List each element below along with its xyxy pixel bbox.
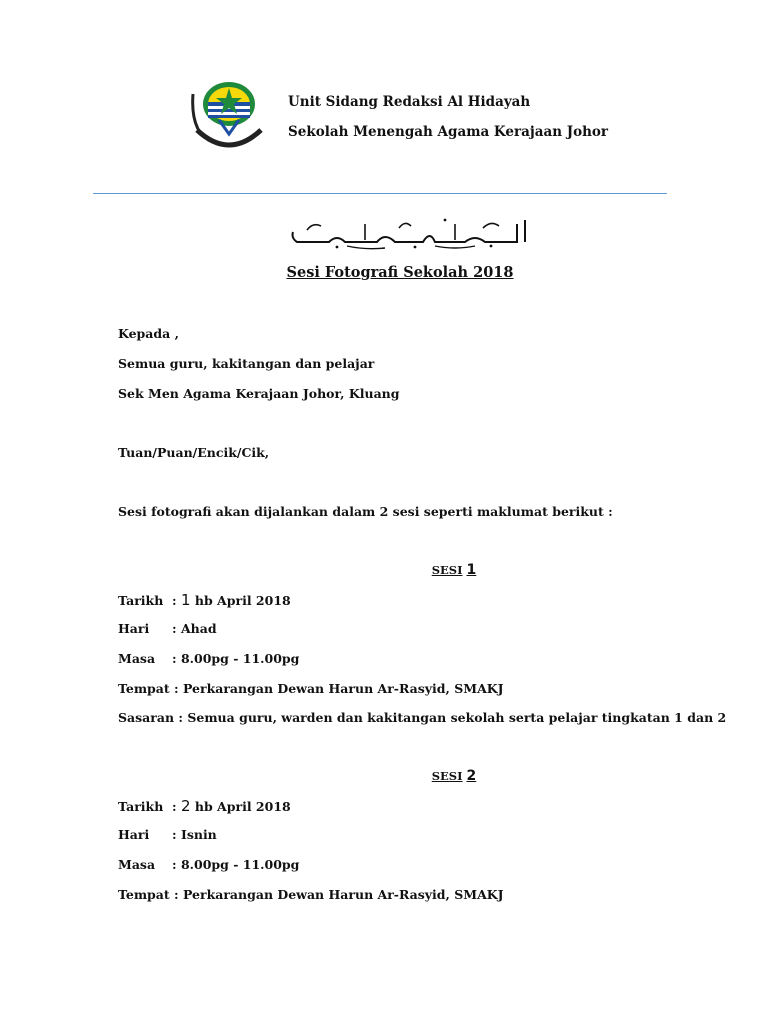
- session-heading-word: SESI: [431, 769, 463, 783]
- session-1-sasaran: Sasaran : Semua guru, warden dan kakitangan sekolah serta pelajar tingkatan 1 dan 2: [118, 710, 727, 725]
- masa-label: Masa: [118, 857, 156, 872]
- address-kepada: Kepada ,: [118, 326, 179, 341]
- masa-value: : 8.00pg - 11.00pg: [172, 857, 300, 872]
- address-line-1: Semua guru, kakitangan dan pelajar: [118, 356, 375, 371]
- unit-name: Unit Sidang Redaksi Al Hidayah: [288, 94, 531, 110]
- session-2-heading: [0, 768, 768, 784]
- session-2-tarikh: Tarikh : 2 hb April 2018: [118, 797, 291, 815]
- tarikh-label: Tarikh: [118, 799, 164, 814]
- session-heading-number: 2: [466, 768, 477, 784]
- hari-value: : Isnin: [172, 827, 217, 842]
- document-title: Sesi Fotografi Sekolah 2018: [286, 264, 514, 281]
- hari-label: Hari: [118, 621, 150, 636]
- school-crest-icon: [189, 80, 269, 150]
- session-1-hari: [118, 621, 217, 636]
- session-2-hari: [118, 827, 217, 842]
- address-line-2: Sek Men Agama Kerajaan Johor, Kluang: [118, 386, 400, 401]
- salutation: Tuan/Puan/Encik/Cik,: [118, 445, 270, 460]
- school-name: Sekolah Menengah Agama Kerajaan Johor: [288, 124, 609, 140]
- session-1-tempat: Tempat : Perkarangan Dewan Harun Ar-Rasyid, SMAKJ: [118, 681, 504, 696]
- session-1-tarikh: Tarikh : 1 hb April 2018: [118, 591, 291, 609]
- tarikh-day: 1: [180, 591, 191, 609]
- session-heading-number: 1: [466, 562, 477, 578]
- session-2-tempat: Tempat : Perkarangan Dewan Harun Ar-Rasyid, SMAKJ: [118, 887, 504, 902]
- hari-label: Hari: [118, 827, 150, 842]
- hari-value: : Ahad: [172, 621, 217, 636]
- masa-label: Masa: [118, 651, 156, 666]
- tarikh-rest: hb April 2018: [194, 799, 291, 814]
- tarikh-label: Tarikh: [118, 593, 164, 608]
- intro-text: Sesi fotografi akan dijalankan dalam 2 sesi seperti maklumat berikut :: [118, 504, 613, 519]
- header-divider: [93, 193, 667, 194]
- session-2-masa: [118, 857, 299, 872]
- arabic-calligraphy-salam: [285, 216, 535, 250]
- tarikh-rest: hb April 2018: [194, 593, 291, 608]
- masa-value: : 8.00pg - 11.00pg: [172, 651, 300, 666]
- session-heading-word: SESI: [431, 563, 463, 577]
- session-1-masa: [118, 651, 299, 666]
- session-1-heading: [0, 562, 768, 578]
- tarikh-day: 2: [180, 797, 191, 815]
